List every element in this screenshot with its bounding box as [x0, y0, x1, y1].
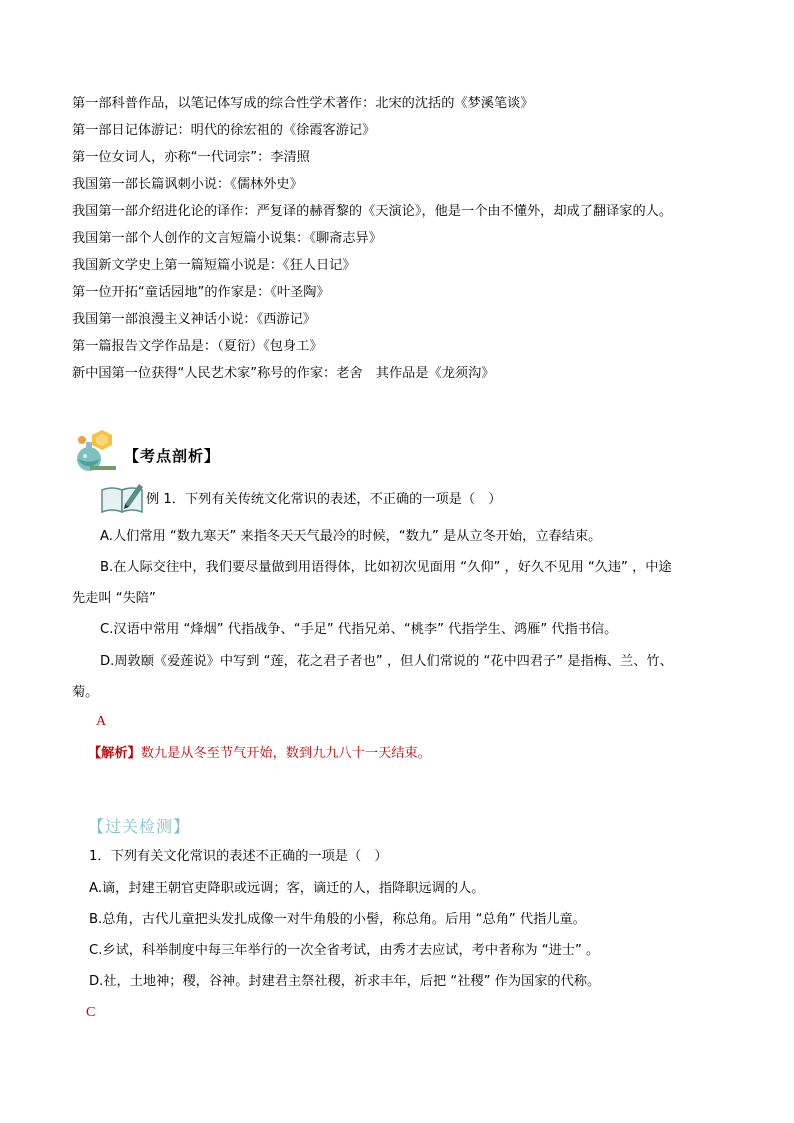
check-option-a: A.谪，封建王朝官吏降职或远调；客，谪迁的人，指降职远调的人。 [89, 881, 485, 896]
check-answer: C [86, 1005, 96, 1020]
list-item: 第一部科普作品，以笔记体写成的综合性学术著作：北宋的沈括的《梦溪笔谈》 [72, 96, 534, 111]
check-option-c: C.乡试，科举制度中每三年举行的一次全省考试，由秀才去应试，考中者称为 “进士” 。 [89, 943, 600, 958]
analysis [88, 745, 431, 763]
option-d: D.周敦颐《爱莲说》中写到 “莲，花之君子者也” ，但人们常说的 “花中四君子” 是指梅、兰、竹、 [100, 654, 673, 669]
book-icon [99, 482, 147, 516]
option-a: A.人们常用 “数九寒天” 来指冬天天气最冷的时候，“数九” 是从立冬开始，立春结束。 [100, 529, 602, 544]
flask-icon [72, 428, 122, 472]
option-c: C.汉语中常用 “烽烟” 代指战争、“手足” 代指兄弟、“桃李” 代指学生、鸿雁” 代指书信。 [100, 622, 618, 637]
list-item: 我国第一部浪漫主义神话小说：《西游记》 [72, 312, 316, 327]
analysis-label: 【解析】 [88, 746, 141, 761]
option-d-cont: 菊。 [72, 685, 99, 700]
option-b-cont: 先走叫 “失陪” [72, 591, 156, 606]
option-b: B.在人际交往中，我们要尽量做到用语得体，比如初次见面用 “久仰” ，好久不见用 “久违” ，中途 [100, 560, 672, 575]
list-item: 我国第一部介绍进化论的译作：严复译的赫胥黎的《天演论》，他是一个由不懂外，却成了翻译家的人。 [72, 204, 673, 219]
section-title-kaodian: 【考点剖析】 [124, 447, 221, 465]
analysis-text: 数九是从冬至节气开始，数到九九八十一天结束。 [140, 746, 431, 761]
list-item: 我国新文学史上第一篇短篇小说是：《狂人日记》 [72, 258, 356, 273]
list-item: 第一篇报告文学作品是：（夏衍）《包身工》 [72, 339, 323, 354]
section-title-guoguan: 【过关检测】 [88, 817, 191, 836]
list-item: 新中国第一位获得“人民艺术家”称号的作家：老舍 其作品是《龙须沟》 [72, 366, 495, 381]
list-item: 第一部日记体游记：明代的徐宏祖的《徐霞客游记》 [72, 123, 376, 138]
check-question: 1．下列有关文化常识的表述不正确的一项是（ ） [89, 849, 388, 864]
check-option-b: B.总角，古代儿童把头发扎成像一对牛角般的小髻，称总角。后用 “总角” 代指儿童。 [89, 912, 586, 927]
list-item: 第一位开拓“童话园地”的作家是：《叶圣陶》 [72, 285, 330, 300]
list-item: 第一位女词人，亦称“一代词宗”：李清照 [72, 150, 310, 165]
answer: A [96, 714, 107, 729]
list-item: 我国第一部个人创作的文言短篇小说集：《聊斋志异》 [72, 231, 382, 246]
check-option-d: D.社，土地神；稷，谷神。封建君主祭社稷，祈求丰年，后把 “社稷” 作为国家的代称。 [89, 974, 601, 989]
list-item: 我国第一部长篇讽刺小说：《儒林外史》 [72, 177, 303, 192]
example-question: 例 1．下列有关传统文化常识的表述，不正确的一项是（ ） [146, 492, 502, 507]
